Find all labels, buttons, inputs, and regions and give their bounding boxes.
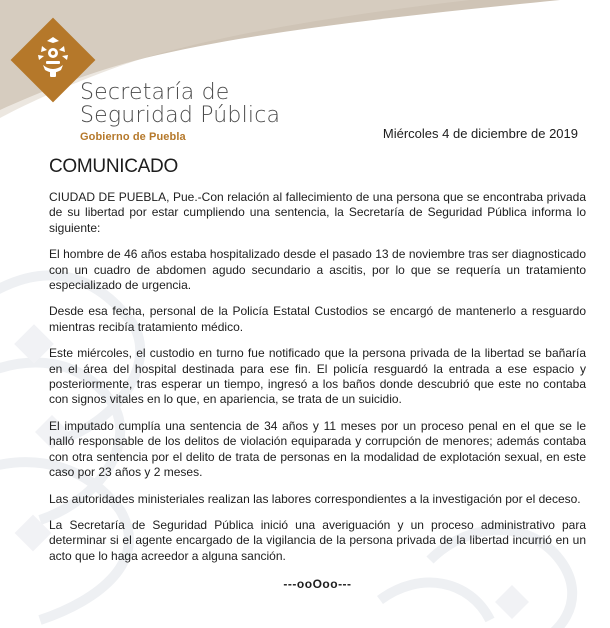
organization-header [80, 81, 280, 143]
paragraph-6: Las autoridades ministeriales realizan las labores correspondientes a la investigación por el deceso. [49, 491, 581, 506]
paragraph-1: CIUDAD DE PUEBLA, Pue.-Con relación al fallecimiento de una persona que se encontraba privada de su libertad por estar cumpliendo una sentencia, la Secretaría de Seguridad Pública informa lo siguiente: [49, 190, 586, 235]
paragraph-5: El imputado cumplía una sentencia de 34 años y 11 meses por un proceso penal en el que se le halló responsable de los delitos de violación equiparada y corrupción de menores; además contaba con otra sentencia por el delito de trata de personas en la modalidad de explotación sexual, en este caso por 23 años y 2 meses. [49, 418, 586, 480]
document-body [49, 156, 586, 591]
document-title: COMUNICADO [49, 156, 178, 177]
paragraph-4: Este miércoles, el custodio en turno fue notificado que la persona privada de la libertad se bañaría en el área del hospital destinada para ese fin. El policía resguardó la entrada a ese espacio y posteriormente, tras esperar un tiempo, ingresó a los baños donde descubrió que este no contaba con signos vitales en lo que, en apariencia, se trata de un suicidio. [49, 346, 586, 407]
organization-name-line2: Seguridad Pública [80, 103, 281, 128]
paragraph-7: La Secretaría de Seguridad Pública inició una averiguación y un proceso administrativo para determinar si el agente encargado de la vigilancia de la persona privada de la libertad incurrió en un acto que lo haga acreedor a alguna sanción. [49, 517, 586, 563]
closing-mark: ---ooOoo--- [283, 577, 352, 592]
organization-name-line1: Secretaría de [80, 80, 230, 105]
government-label: Gobierno de Puebla [80, 131, 186, 143]
paragraph-2: El hombre de 46 años estaba hospitalizado desde el pasado 13 de noviembre tras ser diagnosticado con un cuadro de abdomen agudo secundario a ascitis, por lo que se requería un tratamiento especializado de urgencia. [49, 247, 586, 293]
document-date: Miércoles 4 de diciembre de 2019 [382, 126, 578, 141]
paragraph-3: Desde esa fecha, personal de la Policía Estatal Custodios se encargó de mantenerlo a resguardo mientras recibía tratamiento médico. [49, 304, 586, 334]
